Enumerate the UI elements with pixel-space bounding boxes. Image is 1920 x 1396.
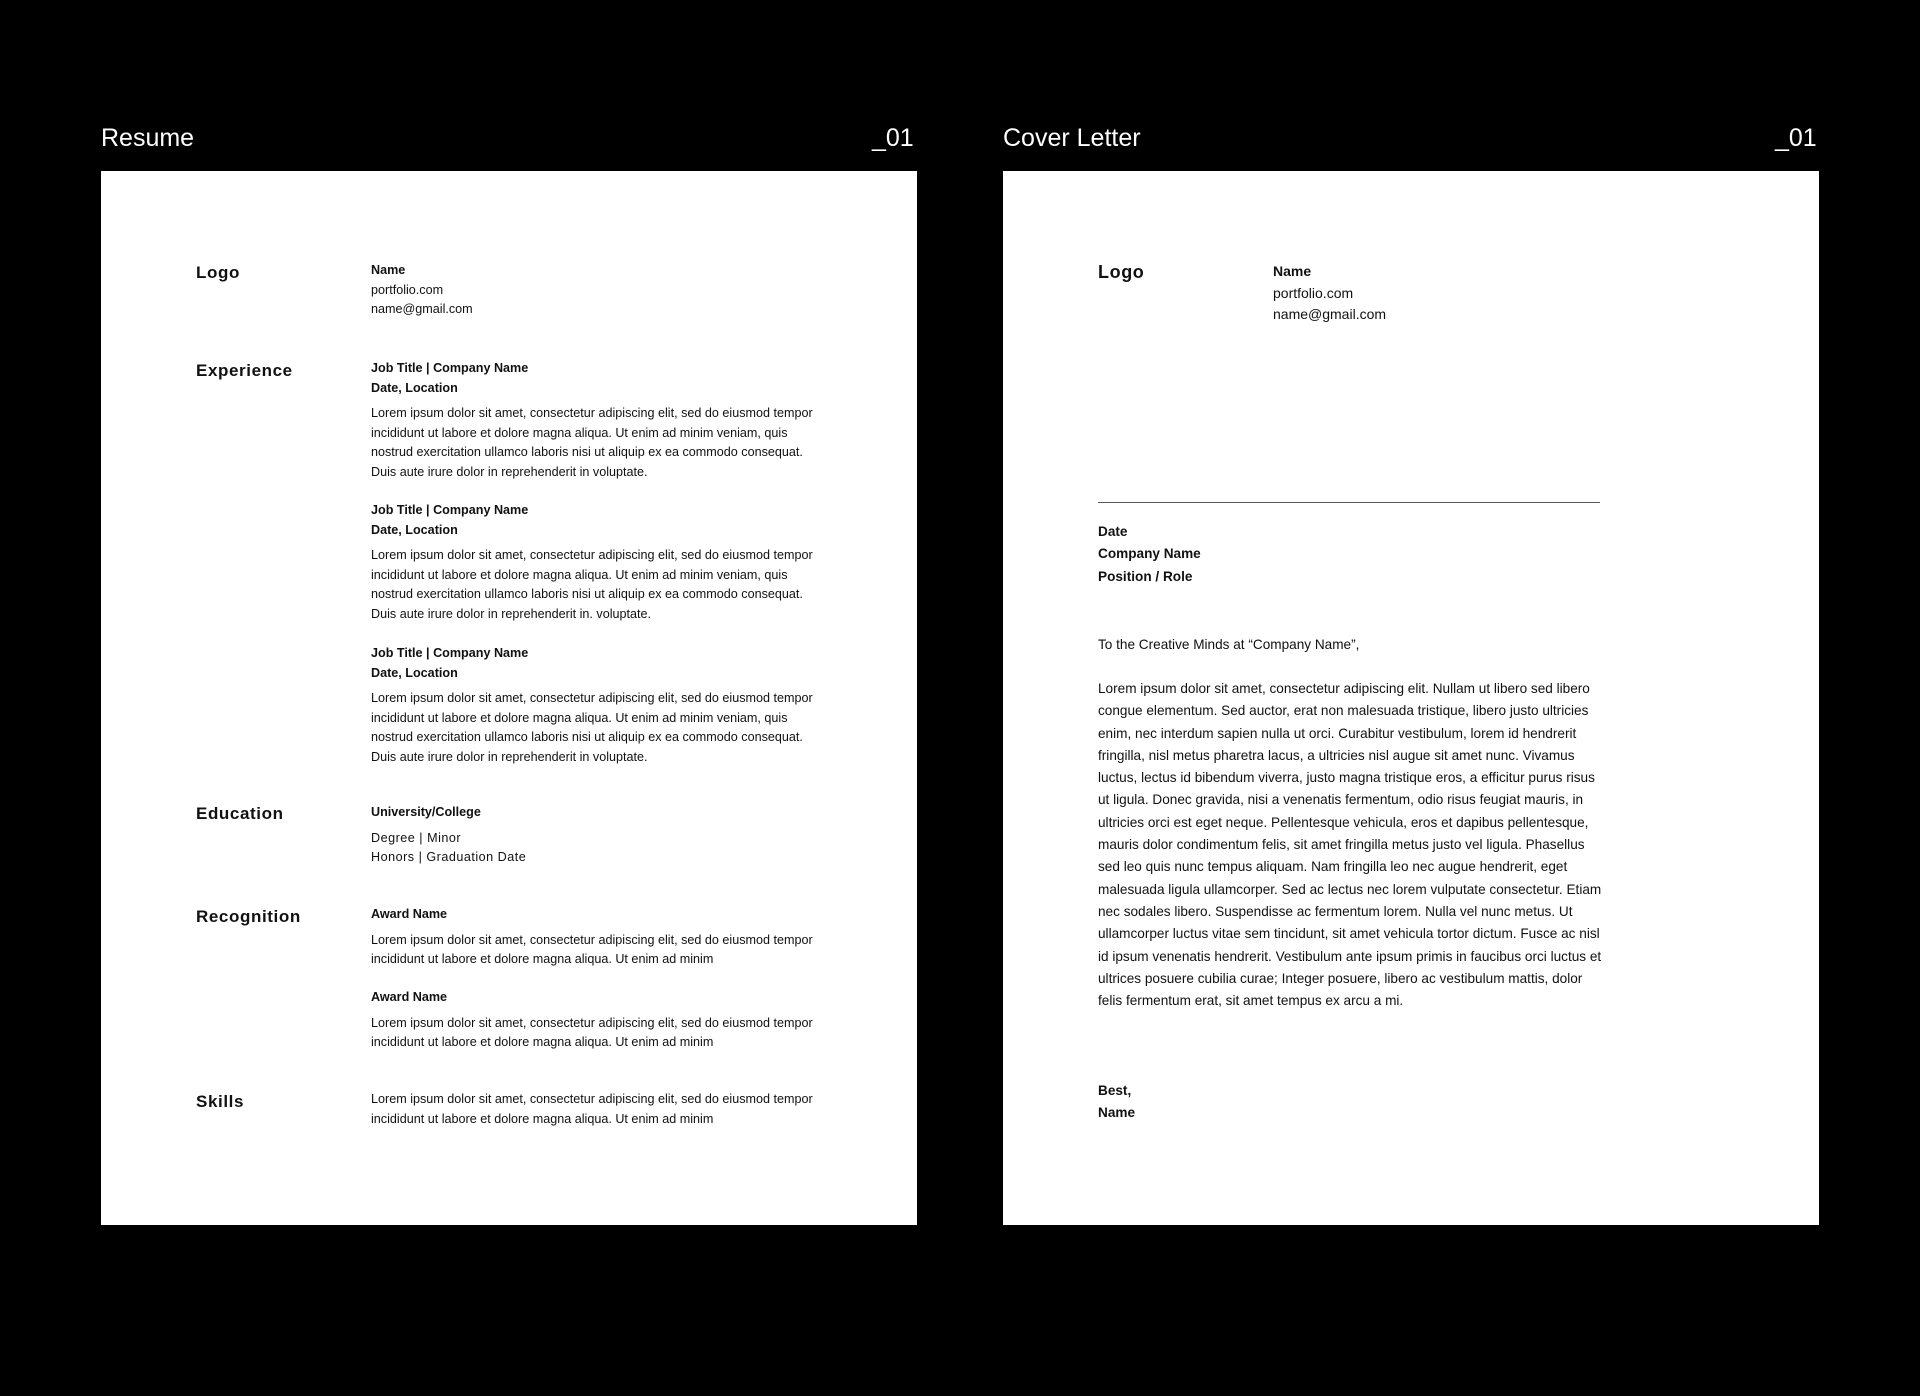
award-name: Award Name (371, 907, 448, 921)
recipient-block (1098, 521, 1201, 588)
recognition-entry-1 (371, 905, 831, 970)
cover-logo: Logo (1098, 262, 1145, 282)
recognition-heading: Recognition (196, 907, 301, 926)
job-description: Lorem ipsum dolor sit amet, consectetur adipiscing elit, sed do eiusmod tempor incididunt ut labore et dolore magna aliqua. Ut enim ad minim veniam, quis nostrud exercitation ullamco laboris nisi ut aliquip ex ea commodo consequat. Duis aute irure dolor in reprehenderit in voluptate. (371, 406, 813, 479)
job-description: Lorem ipsum dolor sit amet, consectetur adipiscing elit, sed do eiusmod tempor incididunt ut labore et dolore magna aliqua. Ut enim ad minim veniam, quis nostrud exercitation ullamco laboris nisi ut aliquip ex ea commodo consequat. Duis aute irure dolor in reprehenderit in. voluptate. (371, 548, 813, 621)
cover-letter-page (1003, 171, 1819, 1225)
cover-contact-website: portfolio.com (1273, 284, 1354, 301)
education-school: University/College (371, 805, 481, 819)
education-honors: Honors | Graduation Date (371, 850, 527, 864)
experience-entry-1 (371, 359, 831, 482)
signoff-text: Best, (1098, 1083, 1132, 1098)
education-heading: Education (196, 804, 284, 823)
resume-contact-name: Name (371, 263, 406, 277)
cover-contact-name: Name (1273, 263, 1312, 279)
award-description: Lorem ipsum dolor sit amet, consectetur adipiscing elit, sed do eiusmod tempor incididunt ut labore et dolore magna aliqua. Ut enim ad minim (371, 1015, 813, 1049)
job-date-location: Date, Location (371, 380, 458, 395)
resume-logo: Logo (196, 263, 240, 282)
cover-contact-email: name@gmail.com (1273, 306, 1387, 322)
resume-page-number: _01 (872, 124, 914, 152)
letter-greeting: To the Creative Minds at “Company Name”, (1098, 637, 1360, 652)
experience-heading: Experience (196, 361, 293, 380)
recognition-entry-2 (371, 988, 831, 1053)
resume-contact-website: portfolio.com (371, 282, 444, 297)
education-degree: Degree | Minor (371, 830, 462, 845)
cover-letter-caption: Cover Letter (1003, 124, 1141, 152)
signature-name: Name (1098, 1105, 1136, 1121)
job-date-location: Date, Location (371, 522, 458, 537)
divider-line (1098, 502, 1600, 503)
education-entry (371, 803, 831, 868)
award-description: Lorem ipsum dolor sit amet, consectetur adipiscing elit, sed do eiusmod tempor incididunt ut labore et dolore magna aliqua. Ut enim ad minim (371, 932, 813, 966)
cover-contact (1273, 261, 1386, 326)
resume-caption: Resume (101, 124, 195, 152)
recipient-company: Company Name (1098, 546, 1201, 562)
experience-entry-2 (371, 501, 831, 624)
letter-body: Lorem ipsum dolor sit amet, consectetur adipiscing elit. Nullam ut libero sed libero congue elementum. Sed auctor, erat non malesuada tristique, libero justo ultricies enim, nec interdum sapien nulla ut orci. Curabitur vestibulum, lorem id hendrerit fringilla, nisl metus pharetra lacus, a ultricies nisl augue sit amet nunc. Vivamus luctus, lectus id bibendum viverra, justo magna tristique eros, a efficitur purus risus ut ligula. Donec gravida, nisi a venenatis fermentum, odio risus feugiat mauris, in ultricies orci est eget neque. Pellentesque vehicula, eros et dapibus pellentesque, mauris dolor condimentum felis, sit amet fringilla metus justo vel ligula. Phasellus sed leo quis nunc tempus aliquam. Nam fringilla leo nec augue hendrerit, eget malesuada ligula ullamcorper. Sed ac lectus nec lorem vulputate consectetur. Etiam nec sodales libero. Suspendisse ac fermentum lorem. Nulla vel nunc metus. Ut ullamcorper luctus vitae sem tincidunt, sit amet vehicula tortor dictum. Fusce ac nisl id ipsum venenatis hendrerit. Vestibulum ante ipsum primis in faucibus orci luctus et ultrices posuere cubilia curae; Integer posuere, libero ac vestibulum mattis, dolor felis fermentum erat, sit amet tempus ex arcu a mi. (1098, 681, 1602, 1009)
job-description: Lorem ipsum dolor sit amet, consectetur adipiscing elit, sed do eiusmod tempor incididunt ut labore et dolore magna aliqua. Ut enim ad minim veniam, quis nostrud exercitation ullamco laboris nisi ut aliquip ex ea commodo consequat. Duis aute irure dolor in reprehenderit in voluptate. (371, 691, 813, 764)
letter-date: Date (1098, 524, 1128, 539)
letter-signoff (1098, 1080, 1135, 1125)
skills-heading: Skills (196, 1092, 245, 1111)
job-title: Job Title | Company Name (371, 646, 529, 660)
job-title: Job Title | Company Name (371, 361, 529, 375)
resume-contact (371, 261, 831, 320)
award-name: Award Name (371, 990, 448, 1004)
resume-contact-email: name@gmail.com (371, 302, 473, 316)
experience-entry-3 (371, 644, 831, 767)
skills-description: Lorem ipsum dolor sit amet, consectetur adipiscing elit, sed do eiusmod tempor incididunt ut labore et dolore magna aliqua. Ut enim ad minim (371, 1092, 813, 1126)
job-title: Job Title | Company Name (371, 503, 529, 517)
resume-page (101, 171, 917, 1225)
job-date-location: Date, Location (371, 665, 458, 680)
recipient-position: Position / Role (1098, 568, 1193, 584)
cover-letter-page-number: _01 (1775, 124, 1817, 152)
